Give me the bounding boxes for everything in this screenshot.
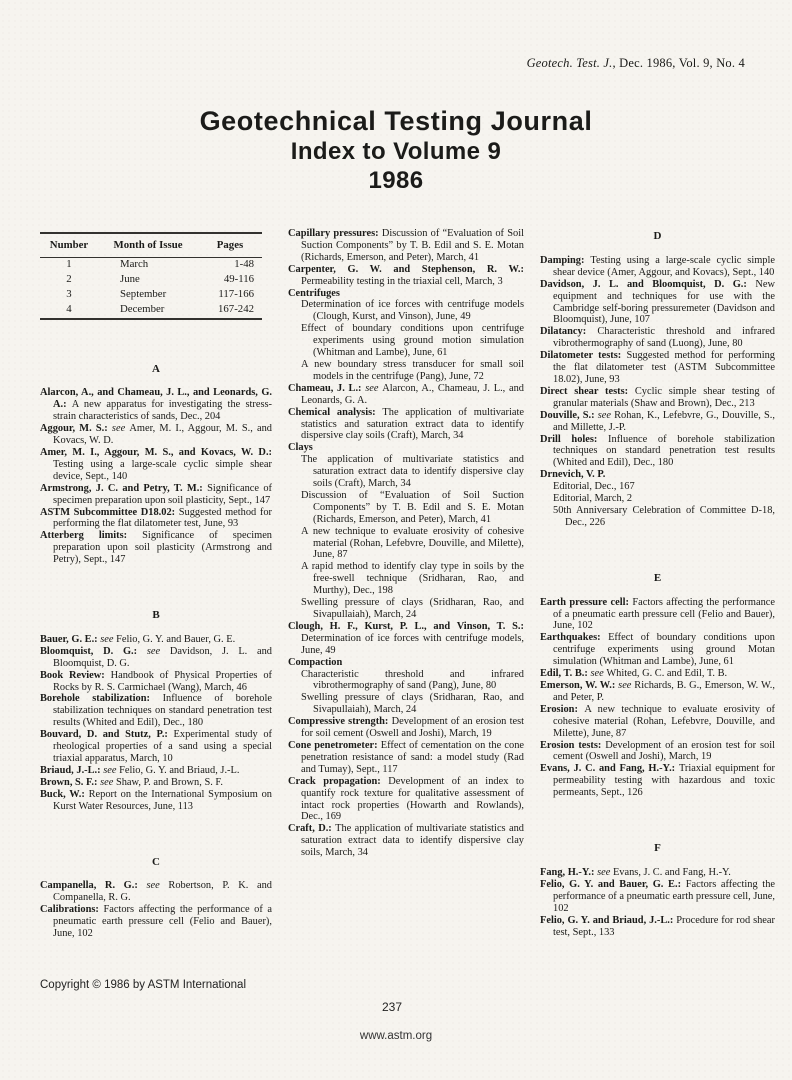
index-entry: Felio, G. Y. and Briaud, J.-L.: Procedure for rod shear test, Sept., 133 [540,914,775,938]
see-label: see [365,382,383,394]
entry-term: Felio, G. Y. and Bauer, G. E.: [540,878,686,890]
index-group-entry [288,442,524,454]
section-heading-F: F [654,842,661,855]
index-entry: Bauer, G. E.: see Felio, G. Y. and Bauer, G. E. [40,633,236,645]
entry-term: Chemical analysis: [288,406,383,418]
running-head-citation [527,56,745,71]
entry-term: Erosion: [540,703,585,715]
entry-term: Chameau, J. L.: [288,382,366,394]
entry-term: Centrifuges [288,287,340,299]
index-entry: Compressive strength: Development of an erosion test for soil cement (Oswell and Joshi), March, 19 [288,716,524,740]
entry-term: Brown, S. F.: [40,776,101,788]
see-label: see [100,633,117,645]
entry-term: Capillary pressures: [288,228,382,239]
section-heading-B: B [152,609,160,622]
issues-table-row [40,257,262,272]
section-heading-E: E [653,571,662,584]
page-title: Geotechnical Testing Journal [199,106,593,136]
index-entry: Briaud, J.-L.: see Felio, G. Y. and Briaud, J.-L. [40,764,240,776]
entry-term: Atterberg limits: [40,530,143,542]
issues-table [40,232,262,320]
issues-table-head [40,233,262,257]
index-entry: Campanella, R. G.: see Robertson, P. K. and Companella, R. G. [40,880,272,904]
index-entry: Chameau, J. L.: see Alarcon, A., Chameau, J. L., and Leonards, G. A. [288,382,524,406]
entry-term: Earthquakes: [540,632,609,644]
issues-table-header: Number [40,233,98,257]
index-entry: Brown, S. F.: see Shaw, P. and Brown, S. F. [40,776,223,788]
see-label: see [590,668,607,680]
entry-term: Dilatancy: [540,326,598,338]
issues-table-body [40,257,262,318]
entry-term: Craft, D.: [288,823,336,835]
index-entry: Alarcon, A., and Chameau, J. L., and Leonards, G. A.: A new apparatus for investigating the stress-strain characteristics of sands, Dec., 204 [40,387,272,423]
index-sub-entry: Swelling pressure of clays (Sridharan, Rao, and Sivapullaiah), March, 24 [301,597,524,620]
index-entry: Capillary pressures: Discussion of “Evaluation of Soil Suction Components” by T. B. Edil and S. E. Motan (Richards, Emerson, and Peter), March, 41 [288,228,524,263]
index-sub-entry: A rapid method to identify clay type in soils by the free-swell technique (Sridharan, Rao, and Murthy), Dec., 198 [301,561,524,597]
issues-table-cell: 117-166 [218,288,254,301]
index-entry: Amer, M. I., Aggour, M. S., and Kovacs, W. D.: Testing using a large-scale cyclic simple shear device, Sept., 140 [40,446,272,482]
see-label: see [146,645,170,657]
entry-term: Book Review: [40,669,111,681]
index-entry: Emerson, W. W.: see Richards, B. G., Emerson, W. W., and Peter, P. [540,680,776,703]
section-heading-D: D [653,230,662,242]
see-label: see [111,423,130,435]
index-sub-entry: Determination of ice forces with centrifuge models (Clough, Kurst, and Vinson), June, 49 [301,299,524,323]
see-label: see [597,866,613,878]
index-entry: Aggour, M. S.: see Amer, M. I., Aggour, M. S., and Kovacs, W. D. [40,423,272,447]
issues-table-row [40,288,262,303]
entry-term: Evans, J. C. and Fang, H.-Y.: [540,763,679,775]
index-entry: Bouvard, D. and Stutz, P.: Experimental study of rheological properties of a sand using a special triaxial apparatus, March, 10 [40,729,272,764]
index-entry: Dilatometer tests: Suggested method for performing the flat dilatometer test (ASTM Subcommittee 18.02), June, 93 [540,350,775,385]
entry-term: Clays [288,442,313,454]
index-entry: Cone penetrometer: Effect of cementation on the cone penetration resistance of sand: a model study (Rad and Tumay), Sept., 117 [288,739,525,775]
index-entry: Bloomquist, D. G.: see Davidson, J. L. and Bloomquist, D. G. [40,645,272,669]
issues-table-cell: 2 [66,273,72,286]
index-sub-entry: Discussion of “Evaluation of Soil Suction Components” by T. B. Edil and S. E. Motan (Richards, Emerson, and Peter), March, 41 [301,489,524,525]
issues-table-cell: 1 [66,258,72,271]
entry-term: Emerson, W. W.: [540,680,619,691]
entry-term: Amer, M. I., Aggour, M. S., and Kovacs, W. D.: [40,446,272,458]
issues-table-cell: March [120,258,149,271]
entry-term: Douville, S.: [540,409,598,421]
index-entry: Direct shear tests: Cyclic simple shear testing of granular materials (Shaw and Brown), Dec., 213 [540,385,775,409]
entry-term: Crack propagation: [288,775,389,787]
index-sub-entry: Editorial, Dec., 167 [553,481,635,493]
index-sub-entry: Effect of boundary conditions upon centrifuge experiments using ground motion simulation (Whitman and Lambe), June, 61 [301,323,524,359]
index-entry: Earthquakes: Effect of boundary conditions upon centrifuge experiments using ground Motan simulation (Whitman and Lambe), June, 61 [540,632,775,668]
index-entry: Edil, T. B.: see Whited, G. C. and Edil, T. B. [540,668,728,680]
index-entry: Evans, J. C. and Fang, H.-Y.: Triaxial equipment for permeability testing with hazardous and toxic permeants, Sept., 126 [540,763,775,799]
entry-term: Campanella, R. G.: [40,880,147,892]
entry-term: Bauer, G. E.: [40,633,101,645]
issues-table-header: Pages [198,233,262,257]
issues-table-cell: December [120,303,165,316]
issues-table-row [40,273,262,288]
entry-term: Bloomquist, D. G.: [40,645,147,657]
issues-table-cell: 1-48 [234,258,254,271]
index-entry: Armstrong, J. C. and Petry, T. M.: Significance of specimen preparation upon soil plasticity, Sept., 147 [40,482,273,506]
page-number: 237 [381,1000,403,1014]
entry-term: Borehole stabilization: [40,693,163,705]
index-entry: Dilatancy: Characteristic threshold and infrared vibrothermography of sand (Luong), June, 80 [540,326,776,350]
issues-table-cell: 167-242 [218,303,254,316]
copyright-notice: Copyright © 1986 by ASTM International [40,979,247,991]
index-sub-entry: A new technique to evaluate erosivity of cohesive material (Rohan, Lefebvre, Douville, and Milette), June, 87 [301,525,524,561]
entry-term: ASTM Subcommittee D18.02: [40,506,179,518]
index-entry: Damping: Testing using a large-scale cyclic simple shear device (Amer, Aggour, and Kovacs), Sept., 140 [540,254,775,278]
entry-term: Compressive strength: [288,716,392,728]
title-block [0,106,792,195]
index-entry: Borehole stabilization: Influence of borehole stabilization techniques on standard penetration test results (Whited and Edil), Dec., 180 [40,693,272,729]
see-label: see [100,776,116,788]
section-heading-C: C [152,855,160,868]
index-entry: Davidson, J. L. and Bloomquist, D. G.: New equipment and techniques for use with the Cambridge self-boring pressuremeter (Davidson and Bloomquist), June, 107 [540,278,775,326]
page-subtitle: Index to Volume 9 [290,138,502,165]
index-entry: Erosion tests: Development of an erosion test for soil cement (Oswell and Joshi), March, 19 [540,739,776,763]
entry-term: Bouvard, D. and Stutz, P.: [40,729,174,741]
entry-term: Cone penetrometer: [288,739,381,751]
issues-table-row [40,303,262,319]
entry-term: Armstrong, J. C. and Petry, T. M.: [40,482,208,494]
index-entry: ASTM Subcommittee D18.02: Suggested method for performing the flat dilatometer test, June, 93 [40,506,272,530]
index-entry: Drill holes: Influence of borehole stabilization techniques on standard penetration test results (Whited and Edil), Dec., 180 [540,433,775,469]
entry-term: Calibrations: [40,904,104,916]
entry-term: Edil, T. B.: [540,668,591,680]
index-entry: Erosion: A new technique to evaluate erosivity of cohesive material (Rohan, Lefebvre, Douville, and Milette), June, 87 [540,703,775,739]
index-sub-entry: Swelling pressure of clays (Sridharan, Rao, and Sivapullaiah), March, 24 [301,692,524,716]
entry-term: Briaud, J.-L.: [40,764,104,776]
issues-table-cell: 49-116 [223,273,254,286]
index-entry: Fang, H.-Y.: see Evans, J. C. and Fang, H.-Y. [540,866,731,878]
index-column-middle [288,228,524,940]
index-group-entry [540,469,775,481]
issues-table-cell: 3 [66,288,72,301]
see-label: see [146,880,169,892]
see-label: see [597,409,615,421]
index-sub-entry: The application of multivariate statistics and saturation extract data to identify dispersive clay soils (Craft), March, 34 [301,454,524,490]
entry-term: Direct shear tests: [540,385,635,397]
entry-term: Drill holes: [540,433,609,445]
index-entry: Carpenter, G. W. and Stephenson, R. W.: Permeability testing in the triaxial cell, March, 3 [288,263,524,287]
index-column-left [40,228,272,940]
index-group-entry [288,657,524,669]
issues-table-header: Month of Issue [98,233,198,257]
issues-table-header-row [40,233,262,257]
index-sub-entry: Editorial, March, 2 [553,493,633,505]
see-label: see [618,680,635,691]
index-sub-entry: 50th Anniversary Celebration of Committee D-18, Dec., 226 [553,504,775,528]
entry-term: Felio, G. Y. and Briaud, J.-L.: [540,914,677,926]
volume-year: 1986 [368,167,424,194]
entry-term: Carpenter, G. W. and Stephenson, R. W.: [288,263,524,275]
website-url: www.astm.org [359,1030,433,1042]
issues-table-cell: September [120,288,167,301]
entry-term: Davidson, J. L. and Bloomquist, D. G.: [540,278,756,290]
index-entry: Calibrations: Factors affecting the performance of a pneumatic earth pressure cell (Felio and Bauer), June, 102 [40,904,272,940]
index-column-right [540,228,775,940]
index-entry: Buck, W.: Report on the International Symposium on Kurst Water Resources, June, 113 [40,788,272,812]
entry-term: Buck, W.: [40,788,89,800]
index-sub-entry: Characteristic threshold and infrared vibrothermography of sand (Pang), June, 80 [301,668,524,692]
index-entry: Earth pressure cell: Factors affecting the performance of a pneumatic earth pressure cell (Felio and Bauer), June, 102 [540,596,775,632]
index-entry: Atterberg limits: Significance of specimen preparation upon soil plasticity (Armstrong and Petry), Sept., 147 [40,530,272,566]
entry-term: Clough, H. F., Kurst, P. L., and Vinson, T. S.: [288,620,524,632]
index-group-entry [288,288,524,300]
section-heading-A: A [152,362,160,375]
entry-term: Earth pressure cell: [540,596,633,608]
entry-term: Drnevich, V. P. [540,469,606,481]
see-label: see [103,764,120,776]
index-entry: Douville, S.: see Rohan, K., Lefebvre, G., Douville, S., and Millette, J.-P. [540,409,776,433]
issues-table-cell: 4 [66,303,72,316]
journal-abbreviation: Geotech. Test. J., [526,56,616,70]
index-columns [40,228,775,940]
entry-term: Compaction [288,656,343,668]
index-entry: Felio, G. Y. and Bauer, G. E.: Factors affecting the performance of a pneumatic earth pressure cell, June, 102 [540,878,775,914]
entry-term: Fang, H.-Y.: [540,866,598,878]
citation-issue-info: Dec. 1986, Vol. 9, No. 4 [615,56,745,70]
index-sub-entry: A new boundary stress transducer for small soil models in the centrifuge (Pang), June, 72 [301,358,524,382]
entry-term: Alarcon, A., and Chameau, J. L., and Leonards, G. A.: [40,387,272,411]
entry-term: Damping: [540,254,591,266]
index-entry: Craft, D.: The application of multivariate statistics and saturation extract data to identify dispersive clay soils, March, 34 [288,823,524,859]
entry-term: Erosion tests: [540,739,606,751]
index-entry: Book Review: Handbook of Physical Properties of Rocks by R. S. Carmichael (Wang), March, 46 [40,669,272,693]
index-entry: Crack propagation: Development of an index to quantify rock texture for qualitative assessment of intact rock properties (Howarth and Rowlands), Dec., 169 [288,775,524,823]
index-entry: Clough, H. F., Kurst, P. L., and Vinson, T. S.: Determination of ice forces with centrifuge models, June, 49 [288,620,524,656]
index-entry: Chemical analysis: The application of multivariate statistics and saturation extract data to identify dispersive clay soils (Craft), March, 34 [288,406,524,442]
entry-term: Aggour, M. S.: [40,423,112,435]
issues-table-cell: June [120,273,140,286]
entry-term: Dilatometer tests: [540,350,627,362]
